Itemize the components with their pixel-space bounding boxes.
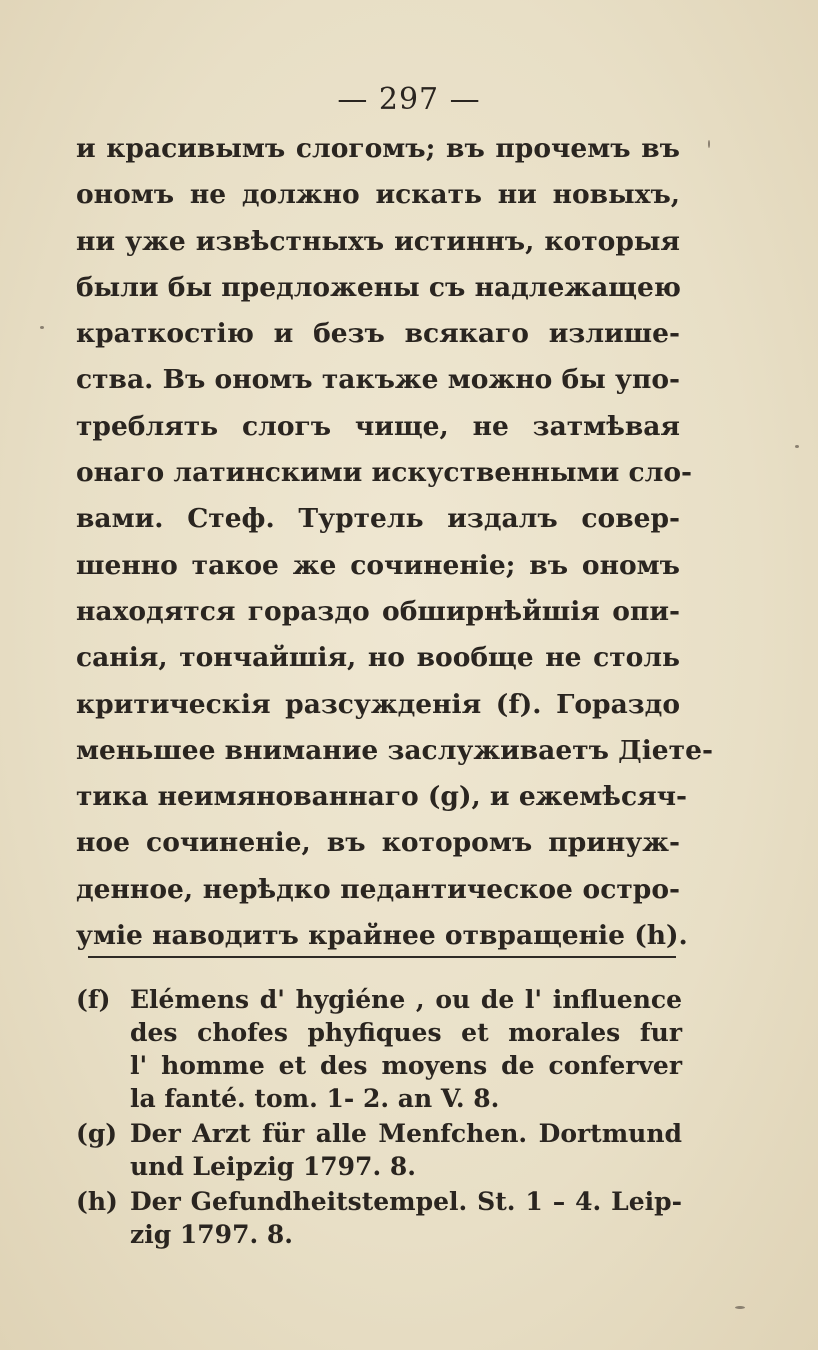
footnote-line: und Leipzig 1797. 8. [130, 1152, 416, 1181]
text-line: критическія разсужденія (f). Гораздо [76, 688, 680, 720]
footnote-line: l' homme et des moyens de conferver [130, 1051, 682, 1080]
paper-speck [735, 1306, 745, 1309]
text-line: уміе наводитъ крайнее отвращеніе (h). [76, 920, 688, 952]
text-line: треблять слогъ чище, не затмѣвая [76, 410, 680, 442]
footnote-line: des chofes phyfiques et morales fur [130, 1018, 682, 1047]
text-line: ства. Въ ономъ такъже можно бы упо- [76, 364, 681, 396]
text-line: шенно такое же сочиненіе; въ ономъ [76, 549, 680, 581]
text-line: и красивымъ слогомъ; въ прочемъ въ [76, 133, 680, 164]
page-number: — 297 — [337, 82, 481, 117]
text-line: вами. Стеф. Туртель издалъ совер- [76, 503, 680, 535]
text-line: санія, тончайшія, но вообще не столь [76, 642, 680, 674]
footnote-divider [88, 956, 676, 958]
footnote-g [76, 1117, 682, 1183]
footnote-body [130, 1185, 682, 1251]
text-line: онаго латинскими искуственными сло- [76, 457, 693, 489]
text-line: находятся гораздо обширнѣйшія опи- [76, 595, 680, 627]
text-line: ни уже извѣстныхъ истиннъ, которыя [76, 225, 680, 257]
footnote-mark: (f) [76, 985, 111, 1014]
text-line: ономъ не должно искать ни новыхъ, [76, 179, 680, 211]
text-line: ное сочиненіе, въ которомъ принуж- [76, 827, 680, 859]
paper-speck [795, 445, 799, 448]
text-line: меньшее внимание заслуживаетъ Діете- [76, 734, 713, 766]
footnote-mark: (h) [76, 1187, 118, 1216]
body-text [76, 126, 713, 959]
footnotes [76, 983, 682, 1253]
text-line: были бы предложены съ надлежащею [76, 271, 681, 303]
footnote-mark: (g) [76, 1119, 118, 1148]
footnote-h [76, 1185, 682, 1251]
footnote-line: la fanté. tom. 1- 2. an V. 8. [130, 1084, 500, 1113]
footnote-line: Der Arzt für alle Menfchen. Dortmund [130, 1119, 682, 1148]
footnote-body [130, 1117, 682, 1183]
text-line: краткостію и безъ всякаго излише- [76, 318, 680, 350]
paper-speck [708, 140, 710, 148]
footnote-line: Elémens d' hygiéne , ou de l' influence [130, 985, 682, 1014]
footnote-f [76, 983, 682, 1115]
footnote-line: zig 1797. 8. [130, 1220, 293, 1249]
text-line: тика неимянованнаго (g), и ежемѣсяч- [76, 781, 688, 813]
footnote-line: Der Gefundheitstempel. St. 1 – 4. Leip- [130, 1187, 682, 1216]
footnote-body [130, 983, 682, 1115]
paper-speck [40, 326, 44, 329]
text-line: денное, нерѣдко педантическое остро- [76, 873, 680, 905]
